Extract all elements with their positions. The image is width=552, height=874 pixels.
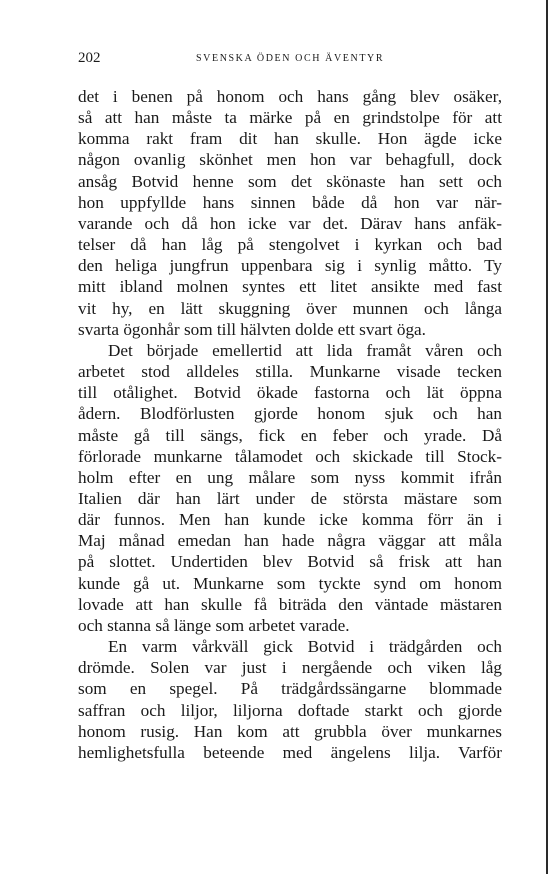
text-line: måste gå till sängs, fick en feber och yrade. Då — [78, 425, 502, 445]
running-title: SVENSKA ÖDEN OCH ÄVENTYR — [196, 53, 385, 64]
text-line: telser då han låg på stengolvet i kyrkan och bad — [78, 235, 502, 255]
text-line: svarta ögonhår som till hälvten dolde ett svart öga. — [78, 319, 426, 339]
text-line: den heliga jungfrun uppenbara sig i synlig måtto. Ty — [78, 256, 502, 276]
text-line: det i benen på honom och hans gång blev osäker, — [78, 87, 502, 106]
text-line: hemlighetsfulla beteende med ängelens lilja. Varför — [78, 742, 502, 762]
text-line: kunde gå ut. Munkarne som tyckte synd om honom — [78, 573, 502, 593]
text-line: till otålighet. Botvid ökade fastorna och lät öppna — [78, 383, 502, 403]
text-line: arbetet stod alldeles stilla. Munkarne visade tecken — [78, 362, 502, 382]
text-line: lovade att han skulle få biträda den väntade mästaren — [78, 594, 502, 614]
text-line: på slottet. Undertiden blev Botvid så frisk att han — [78, 552, 502, 572]
text-line: Maj månad emedan han hade några väggar att måla — [78, 531, 502, 551]
text-line: ådern. Blodförlusten gjorde honom sjuk och han — [78, 404, 502, 424]
text-line: som en spegel. På trädgårdssängarne blommade — [78, 679, 502, 699]
text-line: drömde. Solen var just i nergående och viken låg — [78, 658, 502, 678]
text-line: varande och då hon icke var det. Därav hans anfäk- — [78, 213, 502, 233]
text-line: ansåg Botvid henne som det skönaste han sett och — [78, 171, 502, 191]
text-line: vit hy, en lätt skuggning över munnen och långa — [78, 298, 502, 318]
text-line: komma rakt fram dit han skulle. Hon ägde icke — [78, 129, 502, 149]
text-line: och stanna så länge som arbetet varade. — [78, 615, 350, 635]
text-line: där funnos. Men han kunde icke komma förr än i — [78, 510, 502, 530]
text-line: förlorade munkarne tålamodet och skickade till Stock- — [78, 446, 502, 466]
text-line: saffran och liljor, liljorna doftade starkt och gjorde — [78, 700, 502, 720]
text-line: mitt ibland molnen syntes ett litet ansikte med fast — [78, 277, 502, 297]
body-text — [78, 86, 502, 763]
text-line: Det började emellertid att lida framåt våren och — [108, 340, 502, 360]
page-header — [78, 50, 502, 70]
text-line: så att han måste ta märke på en grindstolpe för att — [78, 108, 502, 128]
page-edge-line — [546, 0, 548, 874]
text-line: holm efter en ung målare som nyss kommit ifrån — [78, 467, 502, 487]
page-number: 202 — [78, 50, 101, 66]
text-line: En varm vårkväll gick Botvid i trädgården och — [108, 637, 502, 657]
text-line: någon ovanlig skönhet men hon var behagfull, dock — [78, 150, 502, 170]
text-line: hon uppfyllde hans sinnen både då hon var när- — [78, 192, 502, 212]
text-line: Italien där han lärt under de största mästare som — [78, 488, 502, 508]
text-line: honom rusig. Han kom att grubbla över munkarnes — [78, 721, 502, 741]
